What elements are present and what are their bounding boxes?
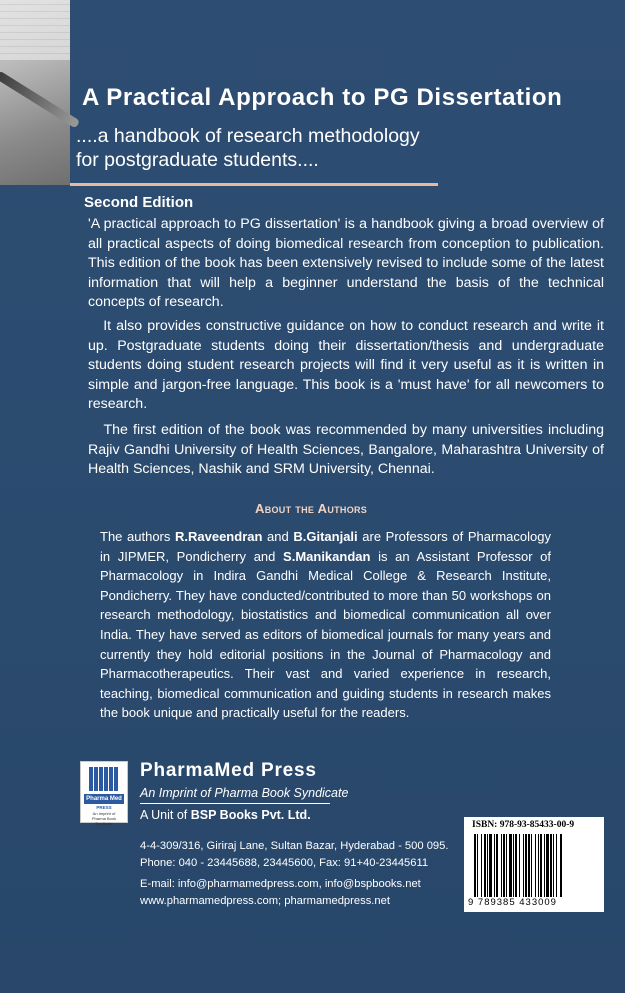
publisher-website: www.pharmamedpress.com; pharmamedpress.net <box>140 894 390 907</box>
barcode-bar <box>481 834 482 897</box>
logo-syndicate-line: Pharma Book Syndicate <box>91 816 117 826</box>
publisher-phone: Phone: 040 - 23445688, 23445600, Fax: 91+40-23445611 <box>140 856 429 869</box>
authors-intro: The authors <box>100 529 175 544</box>
publisher-unit <box>140 808 311 822</box>
logo-press: PRESS <box>96 805 112 810</box>
barcode-bar <box>523 834 524 897</box>
barcode-bar <box>535 834 536 897</box>
barcode-bar <box>544 834 545 897</box>
pen-image <box>0 71 80 129</box>
publisher-divider <box>140 803 330 804</box>
barcode-bar <box>538 834 539 897</box>
barcode-bar <box>513 834 514 897</box>
barcode-bar <box>496 834 498 897</box>
barcode-bar <box>484 834 486 897</box>
blurb-paragraph-1: 'A practical approach to PG dissertation' is a handbook giving a broad overview of all practical aspects of doing biomedical research from conception to publication. This edition of the book has been extensively revised to include some of the latest information that will help a beginner understand the basis of the technical concepts of research. <box>88 216 604 311</box>
publisher-email: E-mail: info@pharmamedpress.com, info@bspbooks.net <box>140 878 421 890</box>
barcode-bar <box>519 834 520 897</box>
barcode-bar <box>525 834 527 897</box>
barcode-bar <box>503 834 505 897</box>
publisher-imprint: An Imprint of Pharma Book Syndicate <box>140 786 349 800</box>
authors-paragraph <box>100 527 551 723</box>
publisher-contact-block <box>140 876 421 909</box>
barcode-bar <box>487 834 488 897</box>
barcode-bar <box>556 834 557 897</box>
barcode-bars <box>474 834 594 897</box>
authors-rest: is an Assistant Professor of Pharmacology in Indira Gandhi Medical College & Research Institute, Pondicherry. They have conducted/contributed to more than 50 workshops on research methodology, biostatistics and biomedical communication all over India. They have served as editors of biomedical journals for many years and currently they hold editorial positions in the Journal of Pharmacology and Pharmacotherapeutics. Their vast and varied experience in research, teaching, biomedical communication and guiding students in research makes the book unique and practically useful for the readers. <box>100 548 552 721</box>
logo-band: Pharma Med <box>84 794 124 804</box>
publisher-name: PharmaMed Press <box>140 760 317 781</box>
subtitle-line-2: for postgraduate students.... <box>76 149 319 171</box>
author-name-3: S.Manikandan <box>283 548 371 564</box>
barcode-bar <box>494 834 495 897</box>
unit-prefix: A Unit of <box>140 808 191 822</box>
barcode-bar <box>501 834 502 897</box>
author-name-2: B.Gitanjali <box>293 529 358 544</box>
blurb-paragraph-2 <box>88 317 604 415</box>
edition-label: Second Edition <box>84 194 194 211</box>
blurb-paragraph-3-text: The first edition of the book was recommended by many universities including Rajiv Gandhi University of Health Sciences, Bangalore, Maharashtra University of Health Sciences, Nashik and SRM University, Chennai. <box>88 422 604 478</box>
logo-imprint-line: An Imprint of <box>92 811 116 816</box>
book-subtitle <box>76 124 420 172</box>
books-stack-icon <box>89 767 119 791</box>
barcode-bar <box>515 834 517 897</box>
barcode-bar <box>550 834 552 897</box>
authors-heading: About the Authors <box>255 501 368 516</box>
authors-and: and <box>262 529 294 544</box>
barcode-bar <box>474 834 476 897</box>
barcode-bar <box>531 834 532 897</box>
barcode-bar <box>553 834 554 897</box>
barcode-bar <box>477 834 478 897</box>
isbn-label: ISBN: 978-93-85433-00-9 <box>472 820 575 830</box>
barcode-bar <box>489 834 492 897</box>
subtitle-line-1: ....a handbook of research methodology <box>76 125 420 147</box>
publisher-address: 4-4-309/316, Giriraj Lane, Sultan Bazar, Hyderabad - 500 095. <box>140 840 449 852</box>
isbn-barcode <box>464 817 604 912</box>
barcode-bar <box>560 834 562 897</box>
author-name-1: R.Raveendran <box>175 529 263 544</box>
book-title: A Practical Approach to PG Dissertation <box>82 84 563 111</box>
unit-name: BSP Books Pvt. Ltd. <box>190 808 311 822</box>
barcode-bar <box>528 834 530 897</box>
barcode-number: 9 789385 433009 <box>468 897 557 908</box>
paper-image <box>0 0 70 60</box>
publisher-logo <box>80 761 128 826</box>
barcode-bar <box>540 834 542 897</box>
barcode-bar <box>506 834 507 897</box>
cover-photo <box>0 0 70 185</box>
title-divider <box>70 183 438 186</box>
barcode-bar <box>546 834 549 897</box>
blurb-paragraph-2-text: It also provides constructive guidance on how to conduct research and write it up. Postgraduate students doing their dissertation/thesis and undergraduate students doing student research projects will find it very useful as it is written in simple and jargon-free language. This book is a 'must have' for all newcomers to research. <box>88 318 604 413</box>
authors-mid: are Professors of Pharmacology in JIPMER, Pondicherry and <box>100 529 551 564</box>
blurb-paragraph-3 <box>88 421 604 480</box>
barcode-bar <box>509 834 512 897</box>
publisher-address-block <box>140 838 448 871</box>
